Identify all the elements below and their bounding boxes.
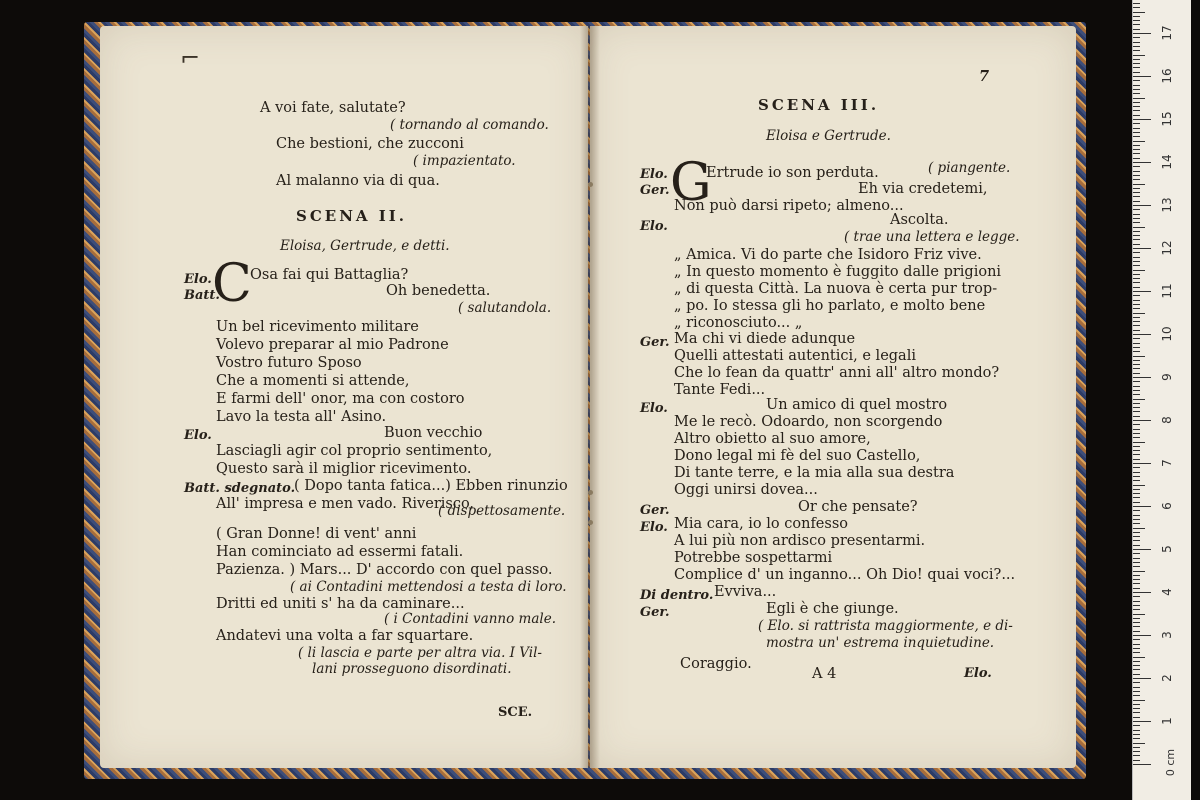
- ruler-tick: [1133, 158, 1140, 159]
- stage-direction: lani prosseguono disordinati.: [312, 661, 512, 677]
- scene-characters: Eloisa, Gertrude, e detti.: [280, 238, 450, 254]
- ruler-tick: [1133, 407, 1140, 408]
- ruler-tick: [1133, 691, 1140, 692]
- ruler-tick: [1133, 76, 1151, 77]
- ruler-tick: [1133, 102, 1140, 103]
- ruler-tick: [1133, 214, 1140, 215]
- ruler-tick: [1133, 429, 1140, 430]
- ruler-tick: [1133, 386, 1140, 387]
- ruler-tick: [1133, 141, 1145, 142]
- ruler-tick: [1133, 227, 1145, 228]
- ruler-tick: [1133, 16, 1140, 17]
- ruler-tick: [1133, 674, 1140, 675]
- ruler-tick: [1133, 356, 1145, 357]
- ruler-number: 13: [1160, 197, 1174, 213]
- binding-stitch: [588, 520, 593, 525]
- text-line: Andatevi una volta a far squartare.: [216, 628, 474, 644]
- ruler-number: 4: [1160, 588, 1174, 596]
- ruler-tick: [1133, 480, 1140, 481]
- text-line: Mia cara, io lo confesso: [674, 516, 848, 532]
- ruler-tick: [1133, 717, 1140, 718]
- catchword: SCE.: [498, 705, 533, 720]
- ruler-tick: [1133, 760, 1140, 761]
- ruler-tick: [1133, 618, 1140, 619]
- ruler-tick: [1133, 515, 1140, 516]
- ruler-tick: [1133, 330, 1140, 331]
- ruler-tick: [1133, 558, 1140, 559]
- ruler-tick: [1133, 343, 1140, 344]
- stage-direction: ( ai Contadini mettendosi a testa di loro.: [290, 579, 567, 595]
- text-line: E farmi dell' onor, ma con costoro: [216, 391, 465, 407]
- stage-direction: ( piangente.: [928, 160, 1011, 176]
- ruler-tick: [1133, 334, 1151, 335]
- quoted-letter-line: „ po. Io stessa gli ho parlato, e molto bene: [674, 298, 986, 314]
- text-line: Eh via credetemi,: [858, 181, 988, 197]
- ruler-tick: [1133, 399, 1145, 400]
- catchword: Elo.: [964, 666, 992, 681]
- speaker-label: Elo.: [184, 428, 212, 443]
- ruler-tick: [1133, 42, 1140, 43]
- ruler-tick: [1133, 37, 1140, 38]
- ruler-tick: [1133, 467, 1140, 468]
- ruler-tick: [1133, 626, 1140, 627]
- ruler-tick: [1133, 639, 1140, 640]
- ruler-tick: [1133, 532, 1140, 533]
- ruler-tick: [1133, 325, 1140, 326]
- ruler-tick: [1133, 110, 1140, 111]
- ruler-tick: [1133, 162, 1151, 163]
- ruler-tick: [1133, 403, 1140, 404]
- binding-stitch: [588, 182, 593, 187]
- ruler-tick: [1133, 218, 1140, 219]
- ruler-tick: [1133, 192, 1140, 193]
- ruler-tick: [1133, 166, 1140, 167]
- ruler-tick: [1133, 571, 1145, 572]
- ruler-tick: [1133, 635, 1151, 636]
- ruler-tick: [1133, 687, 1140, 688]
- ruler-tick: [1133, 287, 1140, 288]
- ruler-tick: [1133, 669, 1140, 670]
- ruler-tick: [1133, 291, 1151, 292]
- text-line: Che lo fean da quattr' anni all' altro mondo?: [674, 365, 1000, 381]
- speaker-label: Elo.: [640, 167, 668, 182]
- ruler-tick: [1133, 132, 1140, 133]
- text-line: Di tante terre, e la mia alla sua destra: [674, 465, 955, 481]
- ruler-tick: [1133, 437, 1140, 438]
- ruler-tick: [1133, 579, 1140, 580]
- ruler-tick: [1133, 235, 1140, 236]
- ruler-tick: [1133, 747, 1140, 748]
- ruler-tick: [1133, 59, 1140, 60]
- speaker-label: Batt. sdegnato.: [184, 481, 296, 496]
- text-line: Evviva...: [714, 584, 777, 600]
- ruler-tick: [1133, 347, 1140, 348]
- ruler-tick: [1133, 489, 1140, 490]
- ruler-tick: [1133, 605, 1140, 606]
- ruler-number: 9: [1160, 373, 1174, 381]
- ruler-number: 17: [1160, 25, 1174, 41]
- text-line: Ascolta.: [890, 212, 949, 228]
- text-line: A voi fate, salutate?: [260, 100, 406, 116]
- ruler-tick: [1133, 338, 1140, 339]
- ruler-tick: [1133, 601, 1140, 602]
- ruler-tick: [1133, 317, 1140, 318]
- text-line: Vostro futuro Sposo: [216, 355, 362, 371]
- text-line: Egli è che giunge.: [766, 601, 899, 617]
- book-gutter: [580, 26, 600, 768]
- ruler-tick: [1133, 364, 1140, 365]
- ruler-tick: [1133, 145, 1140, 146]
- ruler-tick: [1133, 209, 1140, 210]
- ruler-tick: [1133, 553, 1140, 554]
- ruler-tick: [1133, 510, 1140, 511]
- ruler-tick: [1133, 609, 1140, 610]
- ruler-tick: [1133, 390, 1140, 391]
- ruler-tick: [1133, 644, 1140, 645]
- ruler-tick: [1133, 304, 1140, 305]
- left-page: [100, 26, 588, 768]
- drop-cap: C: [212, 254, 252, 314]
- stage-direction: ( trae una lettera e legge.: [844, 229, 1020, 245]
- text-line: All' impresa e men vado. Riverisco.: [216, 496, 475, 512]
- quoted-letter-line: „ riconosciuto... „: [674, 315, 803, 331]
- ruler-tick: [1133, 497, 1140, 498]
- ruler-tick: [1133, 459, 1140, 460]
- ruler-tick: [1133, 119, 1151, 120]
- ruler-tick: [1133, 545, 1140, 546]
- ruler-tick: [1133, 72, 1140, 73]
- ruler-tick: [1133, 575, 1140, 576]
- ruler-tick: [1133, 446, 1140, 447]
- ruler-tick: [1133, 360, 1140, 361]
- ruler-tick: [1133, 188, 1140, 189]
- ruler-tick: [1133, 528, 1145, 529]
- speaker-label: Ger.: [640, 335, 670, 350]
- ruler-number: [1160, 0, 1174, 2]
- right-page: [590, 26, 1076, 768]
- ruler-tick: [1133, 682, 1140, 683]
- ruler-tick: [1133, 476, 1140, 477]
- ruler-tick: [1133, 493, 1140, 494]
- ruler-tick: [1133, 136, 1140, 137]
- ruler-tick: [1133, 442, 1145, 443]
- speaker-label: Elo.: [640, 520, 668, 535]
- text-line: Ma chi vi diede adunque: [674, 331, 856, 347]
- ruler-tick: [1133, 80, 1140, 81]
- ruler-tick: [1133, 63, 1140, 64]
- ruler-tick: [1133, 373, 1140, 374]
- ruler-tick: [1133, 123, 1140, 124]
- ruler-tick: [1133, 196, 1140, 197]
- ruler-tick: [1133, 33, 1151, 34]
- ruler-tick: [1133, 725, 1140, 726]
- ruler-tick: [1133, 485, 1145, 486]
- text-line: Quelli attestati autentici, e legali: [674, 348, 916, 364]
- ruler-tick: [1133, 562, 1140, 563]
- text-line: A lui più non ardisco presentarmi.: [674, 533, 926, 549]
- stage-direction: ( i Contadini vanno male.: [384, 611, 556, 627]
- ruler-tick: [1133, 700, 1145, 701]
- speaker-label: Elo.: [184, 272, 212, 287]
- ruler-number: 2: [1160, 674, 1174, 682]
- ruler-tick: [1133, 149, 1140, 150]
- stage-direction: ( impazientato.: [413, 153, 516, 169]
- ruler-tick: [1133, 7, 1140, 8]
- text-line: Coraggio.: [680, 656, 752, 672]
- page-mark: ⌐: [180, 44, 201, 72]
- speaker-label: Di dentro.: [640, 588, 714, 603]
- ruler-tick: [1133, 351, 1140, 352]
- ruler-tick: [1133, 85, 1140, 86]
- quoted-letter-line: „ di questa Città. La nuova è certa pur trop-: [674, 281, 998, 297]
- text-line: Ertrude io son perduta.: [706, 165, 879, 181]
- text-line: Dono legal mi fè del suo Castello,: [674, 448, 921, 464]
- ruler-tick: [1133, 106, 1140, 107]
- text-line: Lavo la testa all' Asino.: [216, 409, 387, 425]
- ruler-tick: [1133, 239, 1140, 240]
- page-number: 7: [979, 68, 990, 85]
- text-line: Oggi unirsi dovea...: [674, 482, 818, 498]
- ruler-unit-label: 0 cm: [1164, 748, 1178, 777]
- ruler-tick: [1133, 377, 1151, 378]
- ruler-tick: [1133, 712, 1140, 713]
- ruler-tick: [1133, 631, 1140, 632]
- scene-characters: Eloisa e Gertrude.: [766, 128, 891, 144]
- ruler-tick: [1133, 588, 1140, 589]
- ruler-tick: [1133, 55, 1145, 56]
- speaker-label: Elo.: [640, 401, 668, 416]
- stage-direction: ( dispettosamente.: [438, 503, 566, 519]
- ruler-tick: [1133, 622, 1140, 623]
- ruler-tick: [1133, 175, 1140, 176]
- ruler-tick: [1133, 128, 1140, 129]
- text-line: Oh benedetta.: [386, 283, 491, 299]
- ruler-tick: [1133, 201, 1140, 202]
- ruler-number: 1: [1160, 717, 1174, 725]
- text-line: Non può darsi ripeto; almeno...: [674, 198, 904, 214]
- ruler-tick: [1133, 252, 1140, 253]
- text-line: Un amico di quel mostro: [766, 397, 948, 413]
- text-line: Osa fai qui Battaglia?: [250, 267, 409, 283]
- ruler-number: 8: [1160, 416, 1174, 424]
- ruler-tick: [1133, 450, 1140, 451]
- ruler-tick: [1133, 257, 1140, 258]
- signature-mark: A 4: [812, 666, 837, 682]
- ruler-tick: [1133, 274, 1140, 275]
- ruler-tick: [1133, 171, 1140, 172]
- ruler-tick: [1133, 549, 1151, 550]
- ruler-tick: [1133, 566, 1140, 567]
- speaker-label: Elo.: [640, 219, 668, 234]
- ruler-number: 3: [1160, 631, 1174, 639]
- ruler-tick: [1133, 596, 1140, 597]
- text-line: Tante Fedi...: [674, 382, 766, 398]
- text-line: Dritti ed uniti s' ha da caminare...: [216, 596, 465, 612]
- text-line: Un bel ricevimento militare: [216, 319, 419, 335]
- ruler-tick: [1133, 368, 1140, 369]
- ruler-tick: [1133, 583, 1140, 584]
- ruler-number: 7: [1160, 459, 1174, 467]
- ruler-tick: [1133, 678, 1151, 679]
- ruler-tick: [1133, 502, 1140, 503]
- scene-heading: SCENA III.: [758, 96, 880, 114]
- ruler-tick: [1133, 270, 1145, 271]
- speaker-label: Ger.: [640, 605, 670, 620]
- ruler-tick: [1133, 46, 1140, 47]
- ruler-tick: [1133, 519, 1140, 520]
- ruler-tick: [1133, 248, 1151, 249]
- text-line: Han cominciato ad essermi fatali.: [216, 544, 464, 560]
- ruler-tick: [1133, 93, 1140, 94]
- text-line: ( Gran Donne! di vent' anni: [216, 526, 417, 542]
- text-line: Me le recò. Odoardo, non scorgendo: [674, 414, 943, 430]
- text-line: Pazienza. ) Mars... D' accordo con quel passo.: [216, 562, 553, 578]
- ruler-tick: [1133, 244, 1140, 245]
- text-line: Lasciagli agir col proprio sentimento,: [216, 443, 493, 459]
- ruler-tick: [1133, 29, 1140, 30]
- ruler-tick: [1133, 411, 1140, 412]
- ruler-number: 16: [1160, 68, 1174, 84]
- ruler-tick: [1133, 424, 1140, 425]
- ruler-tick: [1133, 648, 1140, 649]
- stage-direction: ( salutandola.: [458, 300, 552, 316]
- ruler-tick: [1133, 523, 1140, 524]
- ruler-tick: [1133, 261, 1140, 262]
- ruler-tick: [1133, 454, 1140, 455]
- ruler-tick: [1133, 153, 1140, 154]
- ruler-tick: [1133, 751, 1140, 752]
- text-line: Che a momenti si attende,: [216, 373, 410, 389]
- ruler-tick: [1133, 730, 1140, 731]
- ruler-tick: [1133, 295, 1140, 296]
- ruler-tick: [1133, 738, 1140, 739]
- ruler-tick: [1133, 472, 1140, 473]
- ruler-tick: [1133, 721, 1151, 722]
- text-line: Volevo preparar al mio Padrone: [216, 337, 449, 353]
- ruler-number: 6: [1160, 502, 1174, 510]
- ruler-tick: [1133, 20, 1140, 21]
- ruler-tick: [1133, 321, 1140, 322]
- speaker-label: Ger.: [640, 503, 670, 518]
- ruler-number: 14: [1160, 154, 1174, 170]
- ruler-number: 11: [1160, 283, 1174, 299]
- text-line: ( Dopo tanta fatica...) Ebben rinunzio: [294, 478, 568, 494]
- text-line: Al malanno via di qua.: [276, 173, 440, 189]
- ruler-tick: [1133, 661, 1140, 662]
- ruler-tick: [1133, 313, 1145, 314]
- ruler-tick: [1133, 308, 1140, 309]
- ruler-tick: [1133, 614, 1145, 615]
- stage-direction: ( li lascia e parte per altra via. I Vil-: [298, 645, 542, 661]
- stage-direction: mostra un' estrema inquietudine.: [766, 635, 995, 651]
- ruler-tick: [1133, 381, 1140, 382]
- ruler-tick: [1133, 416, 1140, 417]
- binding-stitch: [588, 490, 593, 495]
- ruler-tick: [1133, 282, 1140, 283]
- ruler-tick: [1133, 265, 1140, 266]
- text-line: Che bestioni, che zucconi: [276, 136, 464, 152]
- ruler-tick: [1133, 394, 1140, 395]
- stage-direction: ( tornando al comando.: [390, 117, 549, 133]
- ruler-number: 10: [1160, 326, 1174, 342]
- ruler-tick: [1133, 695, 1140, 696]
- ruler-tick: [1133, 734, 1140, 735]
- ruler-tick: [1133, 657, 1145, 658]
- ruler-tick: [1133, 50, 1140, 51]
- ruler-tick: [1133, 98, 1145, 99]
- ruler-tick: [1133, 652, 1140, 653]
- ruler-tick: [1133, 592, 1151, 593]
- speaker-label: Ger.: [640, 183, 670, 198]
- ruler-tick: [1133, 231, 1140, 232]
- ruler-tick: [1133, 755, 1140, 756]
- text-line: Buon vecchio: [384, 425, 483, 441]
- ruler-tick: [1133, 704, 1140, 705]
- speaker-label: Batt.: [184, 288, 220, 303]
- ruler-tick: [1133, 3, 1140, 4]
- ruler-number: 5: [1160, 545, 1174, 553]
- ruler-tick: [1133, 463, 1151, 464]
- ruler-tick: [1133, 420, 1151, 421]
- measurement-ruler: [1132, 0, 1191, 800]
- ruler-tick: [1133, 115, 1140, 116]
- ruler-tick: [1133, 278, 1140, 279]
- ruler-tick: [1133, 540, 1140, 541]
- quoted-letter-line: „ In questo momento è fuggito dalle prigioni: [674, 264, 1002, 280]
- ruler-tick: [1133, 24, 1140, 25]
- text-line: Complice d' un inganno... Oh Dio! quai voci?...: [674, 567, 1016, 583]
- drop-cap: G: [670, 153, 712, 213]
- ruler-tick: [1133, 536, 1140, 537]
- ruler-tick: [1133, 665, 1140, 666]
- ruler-tick: [1133, 179, 1140, 180]
- ruler-tick: [1133, 67, 1140, 68]
- text-line: Potrebbe sospettarmi: [674, 550, 833, 566]
- ruler-tick: [1133, 89, 1140, 90]
- ruler-tick: [1133, 506, 1151, 507]
- ruler-tick: [1133, 708, 1140, 709]
- ruler-tick: [1133, 184, 1145, 185]
- ruler-tick: [1133, 764, 1151, 765]
- quoted-letter-line: „ Amica. Vi do parte che Isidoro Friz vive.: [674, 247, 982, 263]
- ruler-tick: [1133, 300, 1140, 301]
- stage-direction: ( Elo. si rattrista maggiormente, e di-: [758, 618, 1013, 634]
- ruler-tick: [1133, 222, 1140, 223]
- scene-heading: SCENA II.: [296, 207, 408, 225]
- text-line: Questo sarà il miglior ricevimento.: [216, 461, 472, 477]
- ruler-tick: [1133, 743, 1145, 744]
- ruler-tick: [1133, 205, 1151, 206]
- ruler-tick: [1133, 12, 1145, 13]
- ruler-number: 15: [1160, 111, 1174, 127]
- ruler-number: 12: [1160, 240, 1174, 256]
- text-line: Or che pensate?: [798, 499, 918, 515]
- ruler-tick: [1133, 433, 1140, 434]
- text-line: Altro obietto al suo amore,: [674, 431, 871, 447]
